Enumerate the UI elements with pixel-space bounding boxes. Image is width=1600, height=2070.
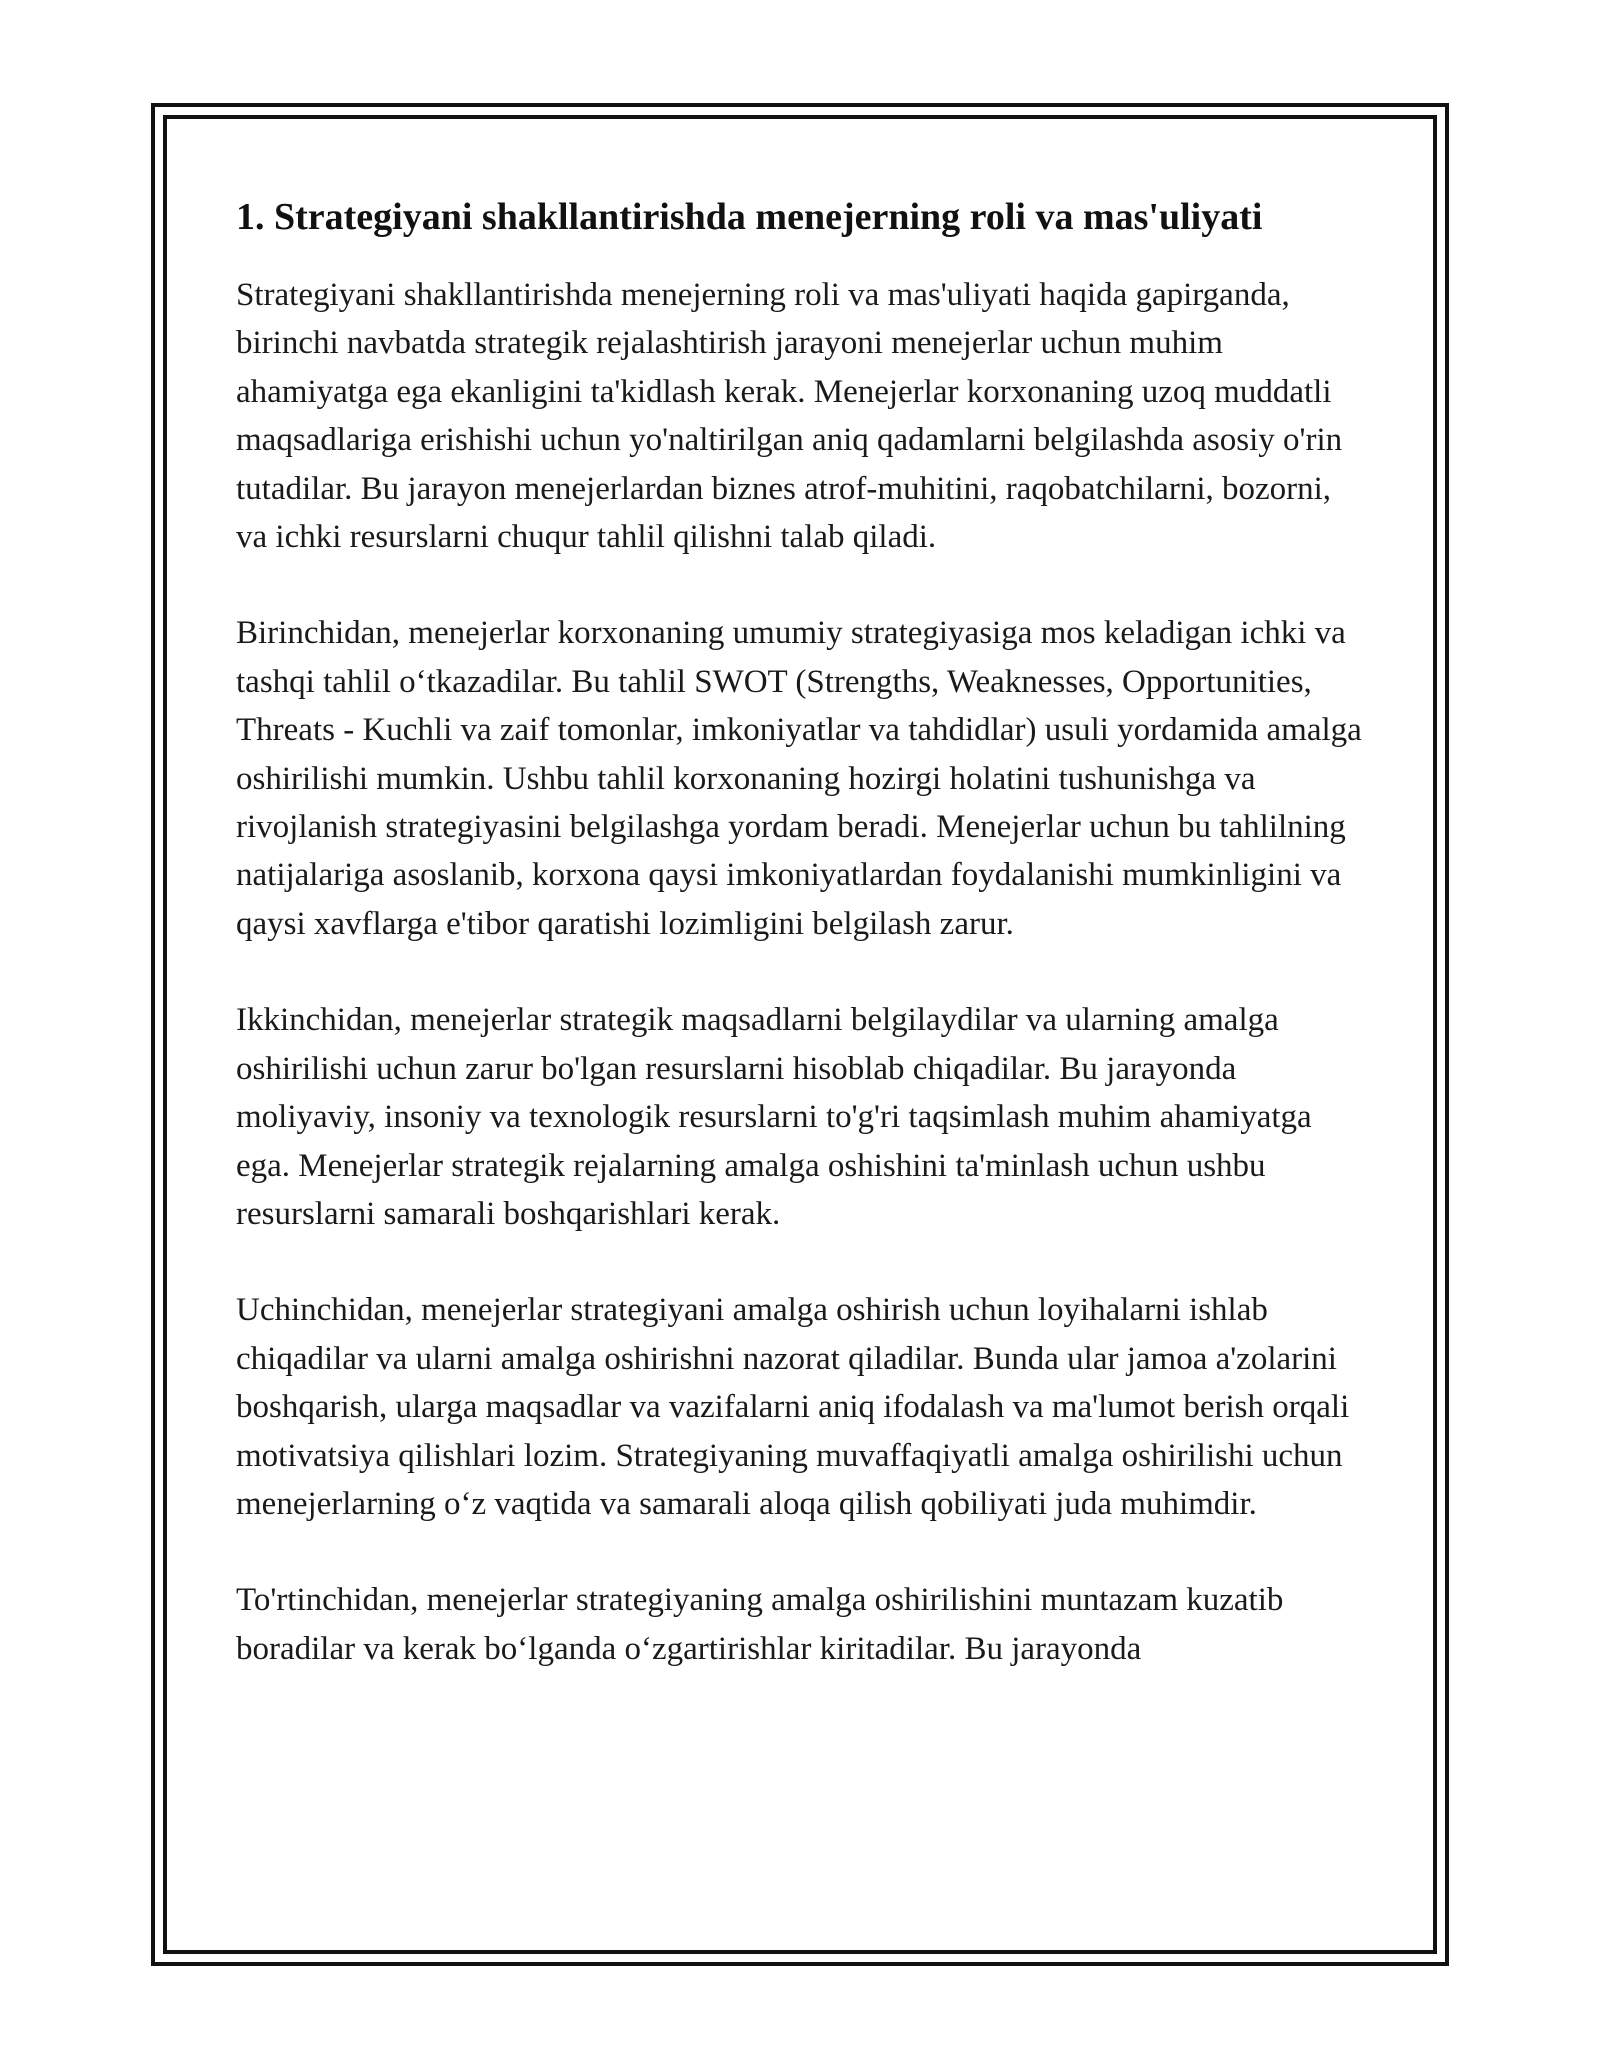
paragraph-third: Uchinchidan, menejerlar strategiyani amalga oshirish uchun loyihalarni ishlab chiqadilar va ularni amalga oshirishni nazorat qiladilar. Bunda ular jamoa a'zolarini boshqarish, ularga maqsadlar va vazifalarni aniq ifodalash va ma'lumot berish orqali motivatsiya qilishlari lozim. Strategiyaning muvaffaqiyatli amalga oshirilishi uchun menejerlarning o‘z vaqtida va samarali aloqa qilish qobiliyati juda muhimdir.: [236, 1292, 1350, 1522]
document-body: [236, 190, 1366, 1721]
section-heading: 1. Strategiyani shakllantirishda menejerning roli va mas'uliyati: [236, 196, 1263, 238]
paragraph-fourth: To'rtinchidan, menejerlar strategiyaning amalga oshirilishini muntazam kuzatib boradilar va kerak bo‘lganda o‘zgartirishlar kiritadilar. Bu jarayonda: [236, 1582, 1284, 1667]
paragraph-intro: Strategiyani shakllantirishda menejerning roli va mas'uliyati haqida gapirganda, birinchi navbatda strategik rejalashtirish jarayoni menejerlar uchun muhim ahamiyatga ega ekanligini ta'kidlash kerak. Menejerlar korxonaning uzoq muddatli maqsadlariga erishishi uchun yo'naltirilgan aniq qadamlarni belgilashda asosiy o'rin tutadilar. Bu jarayon menejerlardan biznes atrof-muhitini, raqobatchilarni, bozorni, va ichki resurslarni chuqur tahlil qilishni talab qiladi.: [236, 277, 1343, 556]
paragraph-first: Birinchidan, menejerlar korxonaning umumiy strategiyasiga mos keladigan ichki va tashqi tahlil o‘tkazadilar. Bu tahlil SWOT (Strengths, Weaknesses, Opportunities, Threats - Kuchli va zaif tomonlar, imkoniyatlar va tahdidlar) usuli yordamida amalga oshirilishi mumkin. Ushbu tahlil korxonaning hozirgi holatini tushunishga va rivojlanish strategiyasini belgilashga yordam beradi. Menejerlar uchun bu tahlilning natijalariga asoslanib, korxona qaysi imkoniyatlardan foydalanishi mumkinligini va qaysi xavflarga e'tibor qaratishi lozimligini belgilash zarur.: [236, 615, 1362, 942]
paragraph-second: Ikkinchidan, menejerlar strategik maqsadlarni belgilaydilar va ularning amalga oshirilishi uchun zarur bo'lgan resurslarni hisoblab chiqadilar. Bu jarayonda moliyaviy, insoniy va texnologik resurslarni to'g'ri taqsimlash muhim ahamiyatga ega. Menejerlar strategik rejalarning amalga oshishini ta'minlash uchun ushbu resurslarni samarali boshqarishlari kerak.: [236, 1002, 1312, 1232]
